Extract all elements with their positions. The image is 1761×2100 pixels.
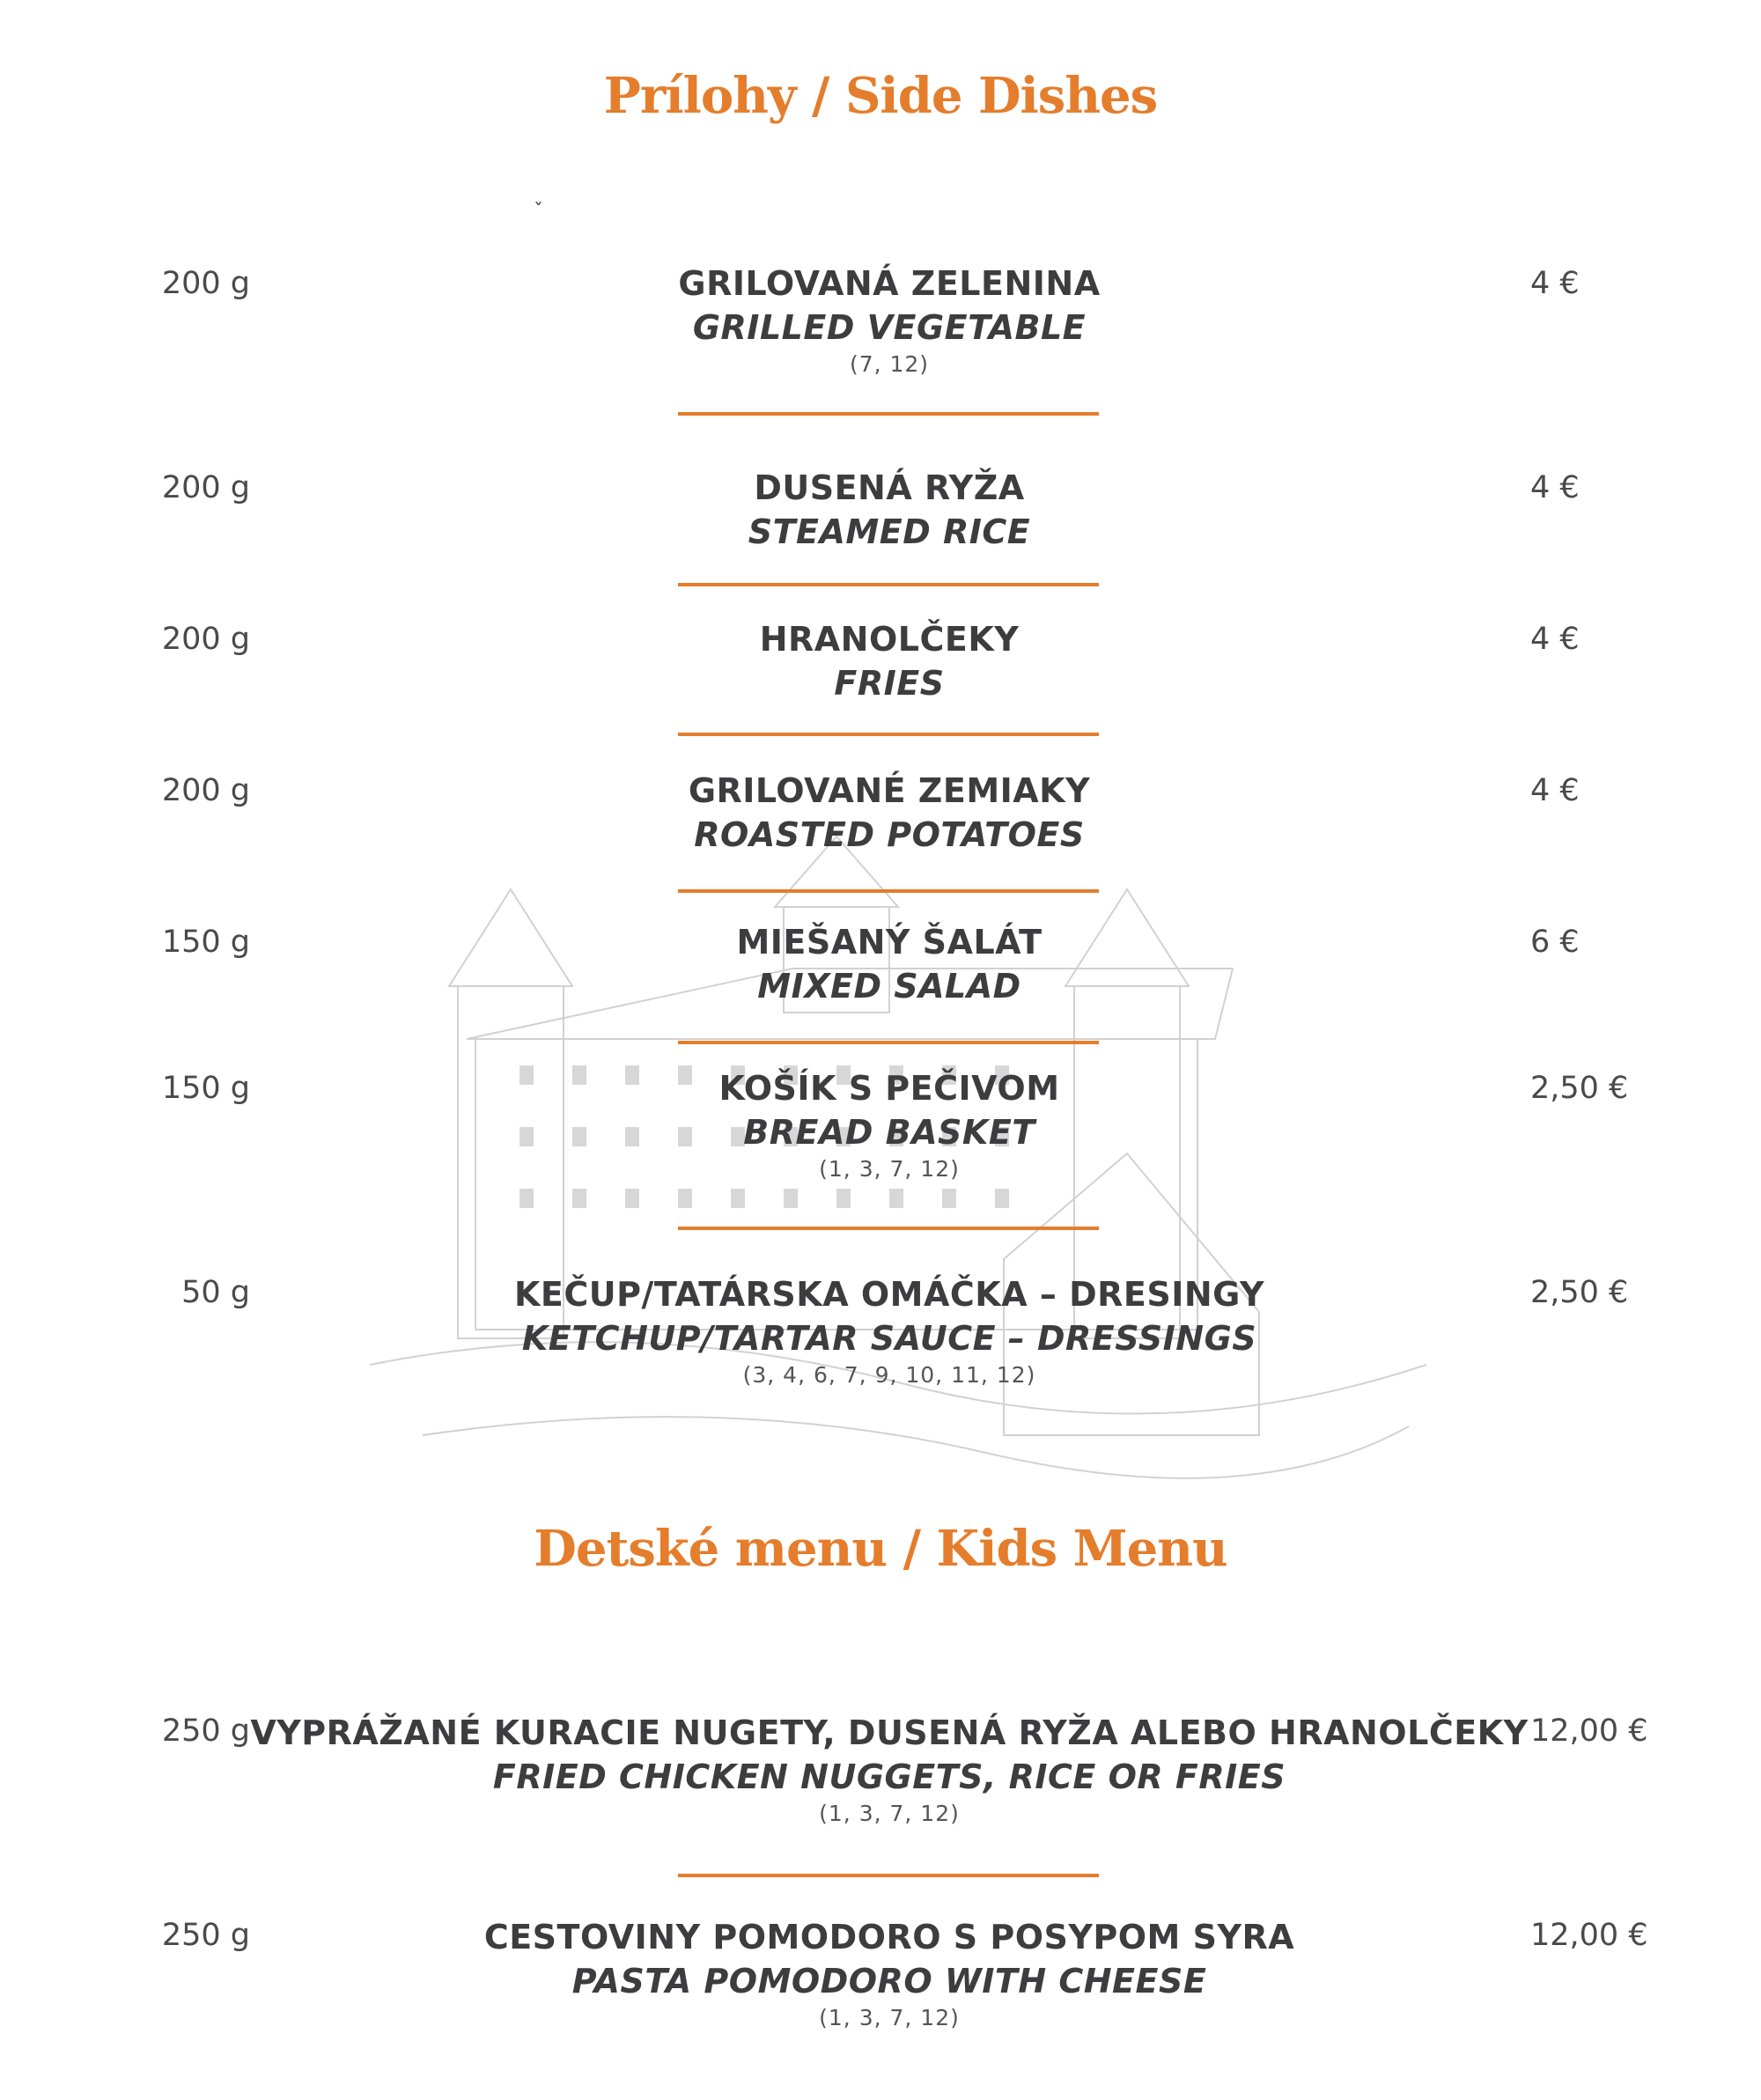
item-weight: 200 g	[161, 266, 250, 301]
menu-item-mixed-salad	[176, 919, 1603, 1007]
item-price: 12,00 €	[1530, 1713, 1648, 1749]
item-price: 4 €	[1530, 266, 1580, 301]
menu-item-steamed-rice	[176, 465, 1603, 553]
item-allergens: (1, 3, 7, 12)	[819, 1156, 960, 1182]
item-price: 4 €	[1530, 622, 1580, 657]
divider	[678, 1874, 1099, 1877]
item-weight: 150 g	[161, 1071, 250, 1106]
menu-item-chicken-nuggets	[176, 1710, 1603, 1830]
item-name-en: PASTA POMODORO WITH CHEESE	[571, 1962, 1207, 2001]
item-price: 12,00 €	[1530, 1918, 1648, 1953]
menu-item-fries	[176, 616, 1603, 704]
item-name-sk: DUSENÁ RYŽA	[754, 468, 1025, 507]
item-name-sk: KOŠÍK S PEČIVOM	[718, 1069, 1060, 1108]
item-price: 6 €	[1530, 925, 1580, 960]
menu-item-grilled-vegetable	[176, 261, 1603, 380]
item-name-en: FRIES	[834, 664, 945, 703]
divider	[678, 1227, 1099, 1230]
menu-item-roasted-potatoes	[176, 768, 1603, 856]
item-allergens: (7, 12)	[849, 351, 930, 377]
item-name-sk: CESTOVINY POMODORO S POSYPOM SYRA	[483, 1918, 1295, 1956]
item-allergens: (3, 4, 6, 7, 9, 10, 11, 12)	[742, 1362, 1036, 1388]
item-name-en: ROASTED POTATOES	[694, 815, 1085, 854]
item-weight: 150 g	[161, 925, 250, 960]
item-name-sk: GRILOVANÉ ZEMIAKY	[688, 771, 1091, 810]
menu-item-sauces-dressings	[176, 1271, 1603, 1391]
divider	[678, 733, 1099, 736]
item-name-en: STEAMED RICE	[748, 512, 1031, 551]
item-weight: 200 g	[161, 773, 250, 808]
item-name-en: KETCHUP/TARTAR SAUCE – DRESSINGS	[521, 1319, 1257, 1358]
item-name-sk: KEČUP/TATÁRSKA OMÁČKA – DRESINGY	[513, 1275, 1265, 1314]
item-price: 4 €	[1530, 470, 1580, 505]
divider	[678, 889, 1099, 893]
divider	[678, 1041, 1099, 1044]
side-dishes-title: Prílohy / Side Dishes	[603, 67, 1158, 125]
item-price: 2,50 €	[1530, 1071, 1629, 1106]
item-name-en: GRILLED VEGETABLE	[692, 308, 1087, 347]
kids-menu-title: Detské menu / Kids Menu	[534, 1520, 1227, 1578]
item-name-en: FRIED CHICKEN NUGGETS, RICE OR FRIES	[492, 1757, 1286, 1796]
item-allergens: (1, 3, 7, 12)	[819, 2005, 960, 2030]
divider	[678, 412, 1099, 416]
item-name-sk: HRANOLČEKY	[759, 620, 1020, 659]
item-weight: 250 g	[161, 1713, 250, 1749]
item-weight: 200 g	[161, 622, 250, 657]
item-name-en: BREAD BASKET	[743, 1113, 1035, 1152]
item-name-sk: VYPRÁŽANÉ KURACIE NUGETY, DUSENÁ RYŽA ALEBO HRANOLČEKY	[250, 1713, 1529, 1752]
item-weight: 50 g	[181, 1275, 250, 1310]
menu-item-bread-basket	[176, 1065, 1603, 1185]
item-price: 2,50 €	[1530, 1275, 1629, 1310]
item-name-sk: MIEŠANÝ ŠALÁT	[736, 923, 1043, 962]
item-weight: 250 g	[161, 1918, 250, 1953]
item-name-sk: GRILOVANÁ ZELENINA	[678, 264, 1101, 303]
item-price: 4 €	[1530, 773, 1580, 808]
item-allergens: (1, 3, 7, 12)	[819, 1801, 960, 1826]
menu-item-pasta-pomodoro	[176, 1914, 1603, 2034]
item-weight: 200 g	[161, 470, 250, 505]
caron-mark: ˇ	[534, 201, 543, 223]
item-name-en: MIXED SALAD	[757, 967, 1021, 1006]
divider	[678, 583, 1099, 586]
